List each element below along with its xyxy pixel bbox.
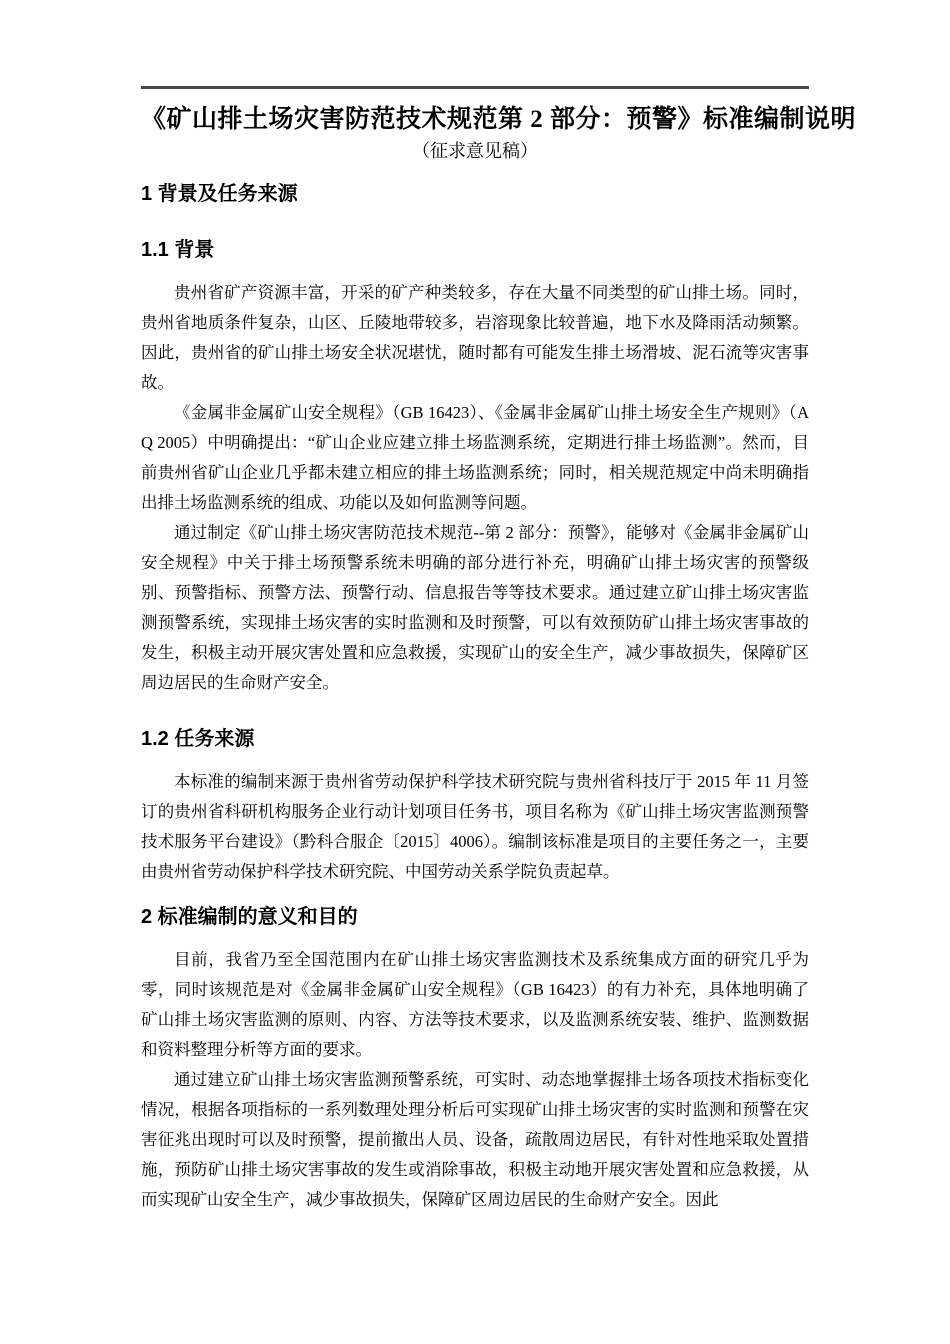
paragraph: 通过建立矿山排土场灾害监测预警系统，可实时、动态地掌握排土场各项技术指标变化情况，根据各项指标的一系列数理处理分析后可实现矿山排土场灾害的实时监测和预警在灾害征兆出现时可以及时预警，提前撤出人员、设备，疏散周边居民，有针对性地采取处置措施，预防矿山排土场灾害事故的发生或消除事故，积极主动地开展灾害处置和应急救援，从而实现矿山安全生产，减少事故损失，保障矿区周边居民的生命财产安全。因此 <box>141 1070 809 1209</box>
header-rule <box>141 86 809 89</box>
paragraph: 通过制定《矿山排土场灾害防范技术规范--第 2 部分：预警》，能够对《金属非金属矿山安全规程》中关于排土场预警系统未明确的部分进行补充，明确矿山排土场灾害的预警级别、预警指标、预警方法、预警行动、信息报告等等技术要求。通过建立矿山排土场灾害监测预警系统，实现排土场灾害的实时监测和及时预警，可以有效预防矿山排土场灾害事故的发生，积极主动开展灾害处置和应急救援，实现矿山的安全生产，减少事故损失，保障矿区周边居民的生命财产安全。 <box>141 523 809 692</box>
document-title: 《矿山排土场灾害防范技术规范第 2 部分：预警》标准编制说明 <box>141 106 857 133</box>
section-heading: 1 背景及任务来源 <box>141 183 298 205</box>
paragraph: 《金属非金属矿山安全规程》（GB 16423）、《金属非金属矿山排土场安全生产规则》（AQ 2005）中明确提出：“矿山企业应建立排土场监测系统，定期进行排土场监测”。然而，目前贵州省矿山企业几乎都未建立相应的排土场监测系统；同时，相关规范规定中尚未明确指出排土场监测系统的组成、功能以及如何监测等问题。 <box>141 403 809 512</box>
section-heading: 2 标准编制的意义和目的 <box>141 906 358 928</box>
document-blocks <box>141 179 809 1215</box>
document-subtitle: （征求意见稿） <box>412 141 538 161</box>
paragraph: 贵州省矿产资源丰富，开采的矿产种类较多，存在大量不同类型的矿山排土场。同时，贵州省地质条件复杂，山区、丘陵地带较多，岩溶现象比较普遍，地下水及降雨活动频繁。因此，贵州省的矿山排土场安全状况堪忧，随时都有可能发生排土场滑坡、泥石流等灾害事故。 <box>141 283 809 392</box>
paragraph: 本标准的编制来源于贵州省劳动保护科学技术研究院与贵州省科技厅于 2015 年 11 月签订的贵州省科研机构服务企业行动计划项目任务书，项目名称为《矿山排土场灾害监测预警技术服务平台建设》（黔科合服企〔2015〕4006）。编制该标准是项目的主要任务之一，主要由贵州省劳动保护科学技术研究院、中国劳动关系学院负责起草。 <box>141 772 809 881</box>
subsection-heading: 1.2 任务来源 <box>141 728 255 750</box>
document-content <box>141 86 857 1215</box>
paragraph: 目前，我省乃至全国范围内在矿山排土场灾害监测技术及系统集成方面的研究几乎为零，同时该规范是对《金属非金属矿山安全规程》（GB 16423）的有力补充，具体地明确了矿山排土场灾害监测的原则、内容、方法等技术要求，以及监测系统安装、维护、监测数据和资料整理分析等方面的要求。 <box>141 950 809 1059</box>
subsection-heading: 1.1 背景 <box>141 239 215 261</box>
